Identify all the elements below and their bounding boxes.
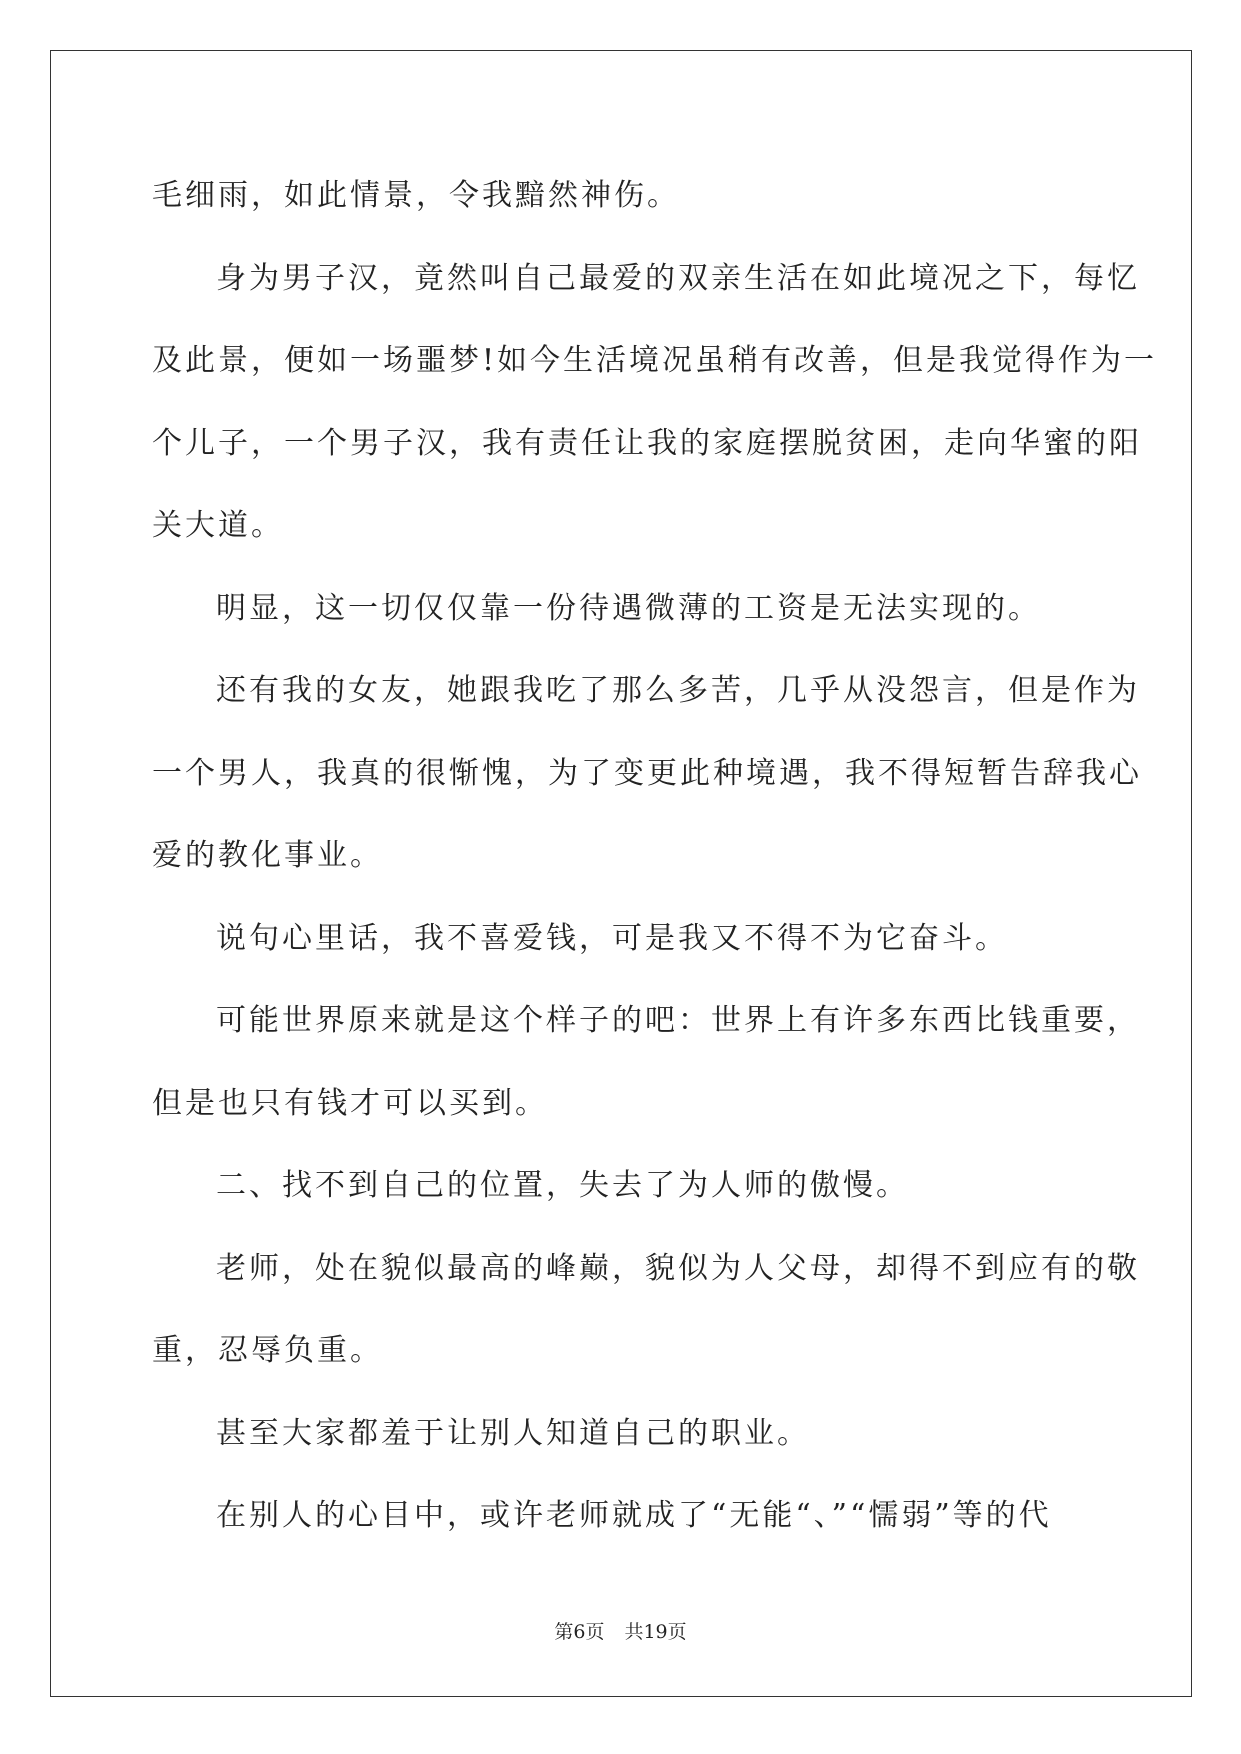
text-line: 一个男人，我真的很惭愧，为了变更此种境遇，我不得短暂告辞我心 (152, 755, 1142, 791)
text-line: 爱的教化事业。 (152, 838, 383, 873)
text-line: 甚至大家都羞于让别人知道自己的职业。 (216, 1415, 810, 1451)
text-line: 个儿子，一个男子汉，我有责任让我的家庭摆脱贫困，走向华蜜的阳 (152, 425, 1142, 461)
text-line: 身为男子汉，竟然叫自己最爱的双亲生活在如此境况之下，每忆 (216, 260, 1140, 296)
text-line: 关大道。 (152, 508, 284, 543)
page-footer (0, 1617, 1241, 1644)
text-line: 但是也只有钱才可以买到。 (152, 1085, 548, 1121)
text-line: 毛细雨，如此情景，令我黯然神伤。 (152, 178, 680, 213)
page-total: 共19页 (624, 1621, 687, 1643)
text-line: 还有我的女友，她跟我吃了那么多苦，几乎从没怨言，但是作为 (216, 673, 1140, 708)
text-line: 明显，这一切仅仅靠一份待遇微薄的工资是无法实现的。 (216, 590, 1041, 626)
text-line: 说句心里话，我不喜爱钱，可是我又不得不为它奋斗。 (216, 920, 1008, 956)
text-line: 可能世界原来就是这个样子的吧：世界上有许多东西比钱重要， (216, 1003, 1140, 1038)
text-line: 老师，处在貌似最高的峰巅，貌似为人父母，却得不到应有的敬 (216, 1250, 1140, 1286)
text-line: 二、找不到自己的位置，失去了为人师的傲慢。 (216, 1168, 909, 1203)
text-line: 重，忍辱负重。 (152, 1333, 383, 1368)
document-body (152, 155, 1158, 1558)
text-line: 及此景，便如一场噩梦!如今生活境况虽稍有改善，但是我觉得作为一 (152, 343, 1158, 378)
page-number: 第6页 (554, 1621, 605, 1643)
text-line: 在别人的心目中，或许老师就成了“无能“、”“懦弱”等的代 (216, 1498, 1052, 1533)
